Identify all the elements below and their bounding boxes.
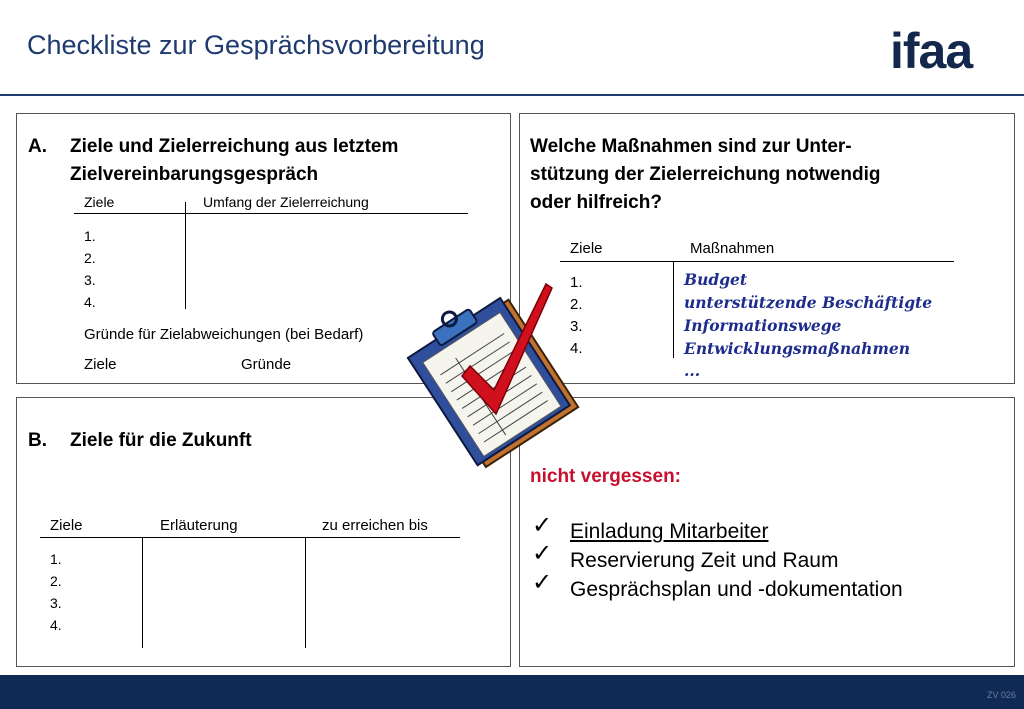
section-b-col-ziele: Ziele [50,517,83,534]
section-b-num-2: 2. [50,573,62,589]
reminder-item-1: Einladung Mitarbeiter [570,520,769,543]
header-rule [0,94,1024,96]
handwritten-measure-4: Entwicklungsmaßnahmen [684,339,910,358]
measures-table-divider [673,262,674,358]
section-a-num-3: 3. [84,272,96,288]
ifaa-logo: ifaa [890,23,973,79]
section-b-col-bis: zu erreichen bis [322,517,428,534]
section-b-num-1: 1. [50,551,62,567]
measures-num-3: 3. [570,318,583,335]
section-a-reasons-col-ziele: Ziele [84,356,117,373]
clipboard-checklist-icon [400,280,590,470]
reminders-heading: nicht vergessen: [530,466,681,487]
section-b-table-divider-1 [142,538,143,648]
reminder-item-2: Reservierung Zeit und Raum [570,549,839,572]
measures-table-rule [560,261,954,262]
page-title: Checkliste zur Gesprächsvorbereitung [27,30,485,60]
checkmark-icon: ✓ [532,569,553,596]
handwritten-measure-3: Informationswege [684,316,842,335]
section-b-col-erlaeuterung: Erläuterung [160,517,238,534]
measures-col-massnahmen: Maßnahmen [690,240,775,257]
handwritten-measure-5: ... [684,361,701,380]
section-a-heading-line1: Ziele und Zielerreichung aus letztem [70,136,399,157]
section-a-col-umfang: Umfang der Zielerreichung [203,194,369,210]
footer-bar [0,675,1024,709]
checkmark-icon: ✓ [532,512,553,539]
section-a-heading-line2: Zielvereinbarungsgespräch [70,164,319,185]
section-b-heading: Ziele für die Zukunft [70,430,252,451]
handwritten-measure-1: Budget [684,270,748,289]
measures-heading-line1: Welche Maßnahmen sind zur Unter- [530,136,852,157]
slide-code: ZV 026 [986,690,1016,700]
section-a-table-rule [74,213,468,214]
section-a-col-ziele: Ziele [84,194,115,210]
section-b-num-3: 3. [50,595,62,611]
reminder-item-3: Gesprächsplan und -dokumentation [570,578,903,601]
handwritten-measure-2: unterstützende Beschäftigte [684,293,933,312]
section-a-table-divider [185,202,186,309]
section-a-num-2: 2. [84,250,96,266]
measures-num-2: 2. [570,296,583,313]
section-a-reasons-heading: Gründe für Zielabweichungen (bei Bedarf) [84,326,364,343]
measures-col-ziele: Ziele [570,240,603,257]
section-a-num-4: 4. [84,294,96,310]
section-b-num-4: 4. [50,617,62,633]
measures-heading-line3: oder hilfreich? [530,192,662,213]
section-a-reasons-col-gruende: Gründe [241,356,292,373]
section-a-num-1: 1. [84,228,96,244]
section-b-table-rule [40,537,460,538]
section-b-letter: B. [28,430,47,451]
checkmark-icon: ✓ [532,540,553,567]
section-a-letter: A. [28,136,47,157]
measures-num-4: 4. [570,340,583,357]
measures-num-1: 1. [570,274,583,291]
section-b-table-divider-2 [305,538,306,648]
measures-heading-line2: stützung der Zielerreichung notwendig [530,164,881,185]
